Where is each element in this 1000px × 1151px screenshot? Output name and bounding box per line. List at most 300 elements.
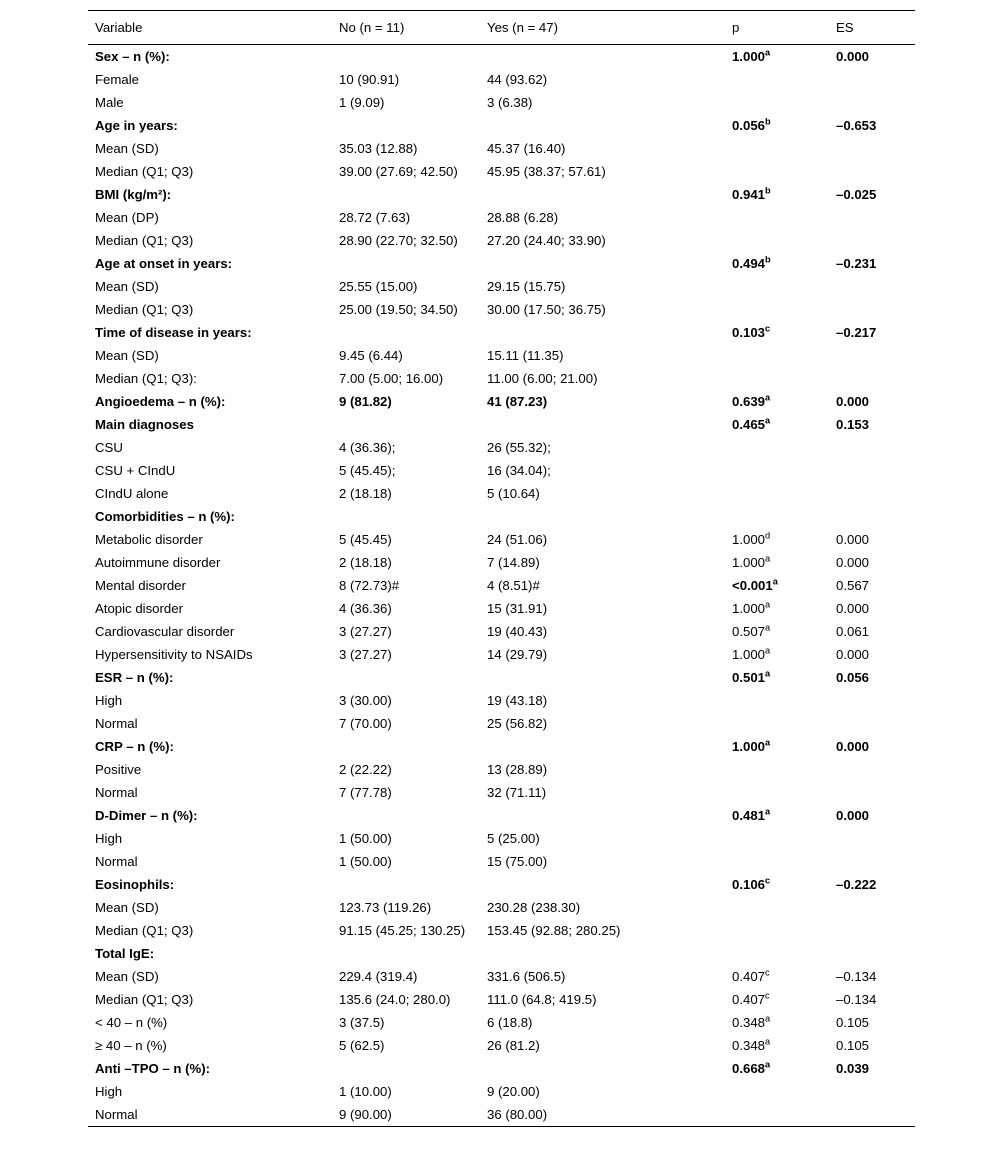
table-row (88, 1080, 915, 1103)
cell-no: 135.6 (24.0; 280.0) (339, 991, 451, 1007)
cell-variable: Mean (SD) (95, 347, 159, 363)
table-row (88, 1057, 915, 1080)
cell-effect-size: 0.105 (836, 1014, 870, 1030)
cell-p-value (725, 1080, 829, 1103)
cell-variable: Metabolic disorder (95, 531, 203, 547)
cell-no: 28.90 (22.70; 32.50) (339, 232, 458, 248)
table-row (88, 344, 915, 367)
table-row (88, 482, 915, 505)
cell-yes: 230.28 (238.30) (487, 899, 581, 915)
cell-variable: CSU + CIndU (95, 462, 176, 478)
cell-variable: Mean (SD) (95, 278, 159, 294)
cell-yes: 36 (80.00) (487, 1106, 548, 1122)
cell-variable: Median (Q1; Q3) (95, 232, 194, 248)
cell-effect-size (829, 367, 915, 390)
cell-no (332, 735, 480, 758)
p-value-footnote-marker: a (765, 806, 771, 817)
cell-no: 123.73 (119.26) (339, 899, 432, 915)
table-row (88, 942, 915, 965)
cell-effect-size: 0.000 (836, 738, 870, 754)
column-header-no-label: No (n = 11) (339, 19, 405, 35)
cell-yes: 7 (14.89) (487, 554, 540, 570)
table-row (88, 758, 915, 781)
cell-p-value: 0.941$^b$ (732, 185, 771, 202)
cell-yes (480, 735, 725, 758)
cell-effect-size (829, 160, 915, 183)
cell-effect-size (829, 505, 915, 528)
cell-p-value (725, 896, 829, 919)
table-row (88, 620, 915, 643)
p-value-footnote-marker: c (765, 875, 771, 886)
cell-effect-size (829, 298, 915, 321)
table-row (88, 321, 915, 344)
cell-variable: Mean (SD) (95, 899, 159, 915)
cell-effect-size: 0.000 (836, 600, 870, 616)
cell-effect-size (829, 942, 915, 965)
p-value-footnote-marker: a (765, 1036, 771, 1047)
cell-no: 3 (27.27) (339, 646, 392, 662)
cell-effect-size (829, 689, 915, 712)
table-row (88, 574, 915, 597)
cell-effect-size: –0.025 (836, 186, 877, 202)
p-value-footnote-marker: c (765, 323, 771, 334)
cell-no: 91.15 (45.25; 130.25) (339, 922, 466, 938)
cell-p-value (725, 68, 829, 91)
table-row (88, 298, 915, 321)
cell-no: 7 (77.78) (339, 784, 392, 800)
cell-p-value: 0.481$^a$ (732, 806, 771, 823)
cell-effect-size: 0.000 (836, 554, 870, 570)
p-value-footnote-marker: d (765, 530, 771, 541)
cell-variable: Autoimmune disorder (95, 554, 221, 570)
cell-yes: 45.37 (16.40) (487, 140, 566, 156)
cell-yes: 5 (10.64) (487, 485, 540, 501)
cell-no (332, 45, 480, 69)
cell-p-value: 0.348$^a$ (732, 1013, 771, 1030)
cell-p-value (725, 942, 829, 965)
cell-no (332, 183, 480, 206)
cell-no: 9.45 (6.44) (339, 347, 403, 363)
cell-variable: D-Dimer – n (%): (95, 807, 198, 823)
cell-no: 5 (45.45); (339, 462, 396, 478)
cell-effect-size: 0.000 (836, 807, 870, 823)
cell-no: 9 (90.00) (339, 1106, 392, 1122)
cell-variable: Age in years: (95, 117, 178, 133)
cell-effect-size: 0.000 (836, 531, 870, 547)
table-row (88, 436, 915, 459)
cell-p-value (725, 919, 829, 942)
cell-variable: High (95, 1083, 123, 1099)
table-row (88, 1103, 915, 1126)
cell-no (332, 252, 480, 275)
cell-variable: Positive (95, 761, 142, 777)
column-header-p (725, 11, 829, 45)
cell-effect-size: –0.217 (836, 324, 877, 340)
cell-yes: 25 (56.82) (487, 715, 548, 731)
cell-effect-size: 0.061 (836, 623, 870, 639)
table-body (88, 45, 915, 1127)
cell-no: 3 (27.27) (339, 623, 392, 639)
cell-p-value (725, 436, 829, 459)
cell-no: 2 (18.18) (339, 485, 392, 501)
cell-no: 7 (70.00) (339, 715, 392, 731)
table-bottom-rule (88, 1126, 915, 1127)
p-value-footnote-marker: a (765, 392, 771, 403)
cell-variable: Mean (SD) (95, 140, 159, 156)
table-row (88, 505, 915, 528)
cell-yes: 11.00 (6.00; 21.00) (487, 370, 598, 386)
cell-effect-size: –0.134 (836, 968, 877, 984)
p-value-footnote-marker: a (765, 553, 771, 564)
cell-effect-size (829, 1080, 915, 1103)
cell-yes: 27.20 (24.40; 33.90) (487, 232, 606, 248)
cell-variable: Hypersensitivity to NSAIDs (95, 646, 253, 662)
cell-p-value: 1.000$^d$ (732, 530, 771, 547)
cell-no (332, 321, 480, 344)
cell-effect-size: –0.231 (836, 255, 877, 271)
cell-variable: Cardiovascular disorder (95, 623, 235, 639)
cell-p-value: 0.407$^c$ (732, 990, 770, 1007)
p-value-footnote-marker: b (765, 185, 771, 196)
cell-yes: 32 (71.11) (487, 784, 547, 800)
cell-variable: Angioedema – n (%): (95, 393, 226, 409)
cell-yes: 45.95 (38.37; 57.61) (487, 163, 606, 179)
cell-no: 7.00 (5.00; 16.00) (339, 370, 444, 386)
cell-no: 10 (90.91) (339, 71, 400, 87)
cell-no: 25.00 (19.50; 34.50) (339, 301, 458, 317)
cell-yes (480, 505, 725, 528)
cell-variable: Male (95, 94, 124, 110)
cell-variable: CSU (95, 439, 123, 455)
p-value-footnote-marker: a (765, 599, 771, 610)
cell-p-value: 0.639$^a$ (732, 392, 771, 409)
column-header-p-label: p (732, 19, 740, 35)
table-row (88, 252, 915, 275)
table-row (88, 413, 915, 436)
cell-p-value (725, 689, 829, 712)
cell-p-value: 0.103$^c$ (732, 323, 771, 340)
p-value-footnote-marker: a (765, 737, 771, 748)
p-value-footnote-marker: a (765, 47, 771, 58)
cell-variable: Normal (95, 1106, 138, 1122)
cell-variable: Anti –TPO – n (%): (95, 1060, 211, 1076)
cell-p-value: 0.056$^b$ (732, 116, 771, 133)
cell-p-value (725, 482, 829, 505)
p-value-footnote-marker: a (765, 1013, 771, 1024)
cell-yes: 41 (87.23) (487, 393, 548, 409)
cell-effect-size (829, 850, 915, 873)
cell-effect-size: 0.039 (836, 1060, 870, 1076)
table-row (88, 965, 915, 988)
cell-effect-size (829, 896, 915, 919)
cell-variable: Normal (95, 715, 138, 731)
cell-no: 25.55 (15.00) (339, 278, 418, 294)
cell-no (332, 1057, 480, 1080)
cell-yes: 26 (55.32); (487, 439, 551, 455)
cell-no: 1 (10.00) (339, 1083, 392, 1099)
cell-p-value: 0.507$^a$ (732, 622, 771, 639)
cell-variable: CRP – n (%): (95, 738, 174, 754)
cell-yes (480, 45, 725, 69)
cell-variable: Age at onset in years: (95, 255, 233, 271)
cell-variable: Median (Q1; Q3) (95, 301, 194, 317)
p-value-footnote-marker: a (765, 1059, 771, 1070)
table-row (88, 275, 915, 298)
cell-p-value: 1.000$^a$ (732, 47, 771, 64)
cell-effect-size: 0.000 (836, 393, 870, 409)
cell-p-value (725, 298, 829, 321)
cell-yes: 16 (34.04); (487, 462, 551, 478)
table-row (88, 160, 915, 183)
cell-effect-size (829, 137, 915, 160)
cell-no: 9 (81.82) (339, 393, 392, 409)
column-header-yes (480, 11, 725, 45)
cell-yes: 111.0 (64.8; 419.5) (487, 991, 597, 1007)
cell-yes (480, 873, 725, 896)
cell-yes (480, 183, 725, 206)
cell-yes: 13 (28.89) (487, 761, 548, 777)
cell-variable: Total IgE: (95, 945, 155, 961)
p-value-footnote-marker: a (765, 645, 771, 656)
column-header-variable-label: Variable (95, 19, 143, 35)
cell-no: 8 (72.73)# (339, 577, 400, 593)
cell-yes: 28.88 (6.28) (487, 209, 559, 225)
cell-no (332, 505, 480, 528)
cell-yes: 3 (6.38) (487, 94, 533, 110)
table-row (88, 459, 915, 482)
cell-p-value: 0.668$^a$ (732, 1059, 771, 1076)
cell-p-value: 0.407$^c$ (732, 967, 770, 984)
cell-p-value: 1.000$^a$ (732, 737, 771, 754)
cell-yes: 5 (25.00) (487, 830, 540, 846)
cell-no: 35.03 (12.88) (339, 140, 418, 156)
statistics-table (88, 10, 915, 1126)
table-row (88, 712, 915, 735)
table-header-row (88, 11, 915, 45)
cell-no: 2 (22.22) (339, 761, 392, 777)
cell-p-value: 0.348$^a$ (732, 1036, 771, 1053)
cell-effect-size: 0.056 (836, 669, 870, 685)
cell-no: 1 (50.00) (339, 853, 392, 869)
table-row (88, 781, 915, 804)
cell-p-value (725, 137, 829, 160)
table-row (88, 528, 915, 551)
cell-p-value: 0.106$^c$ (732, 875, 771, 892)
cell-yes (480, 942, 725, 965)
cell-variable: Median (Q1; Q3): (95, 370, 197, 386)
cell-variable: Mean (SD) (95, 968, 159, 984)
cell-effect-size: –0.134 (836, 991, 877, 1007)
table-row (88, 689, 915, 712)
cell-no (332, 942, 480, 965)
cell-yes: 14 (29.79) (487, 646, 548, 662)
table-row (88, 735, 915, 758)
table-row (88, 229, 915, 252)
table-row (88, 114, 915, 137)
p-value-footnote-marker: c (765, 967, 770, 978)
table-row (88, 988, 915, 1011)
cell-p-value (725, 781, 829, 804)
cell-yes (480, 413, 725, 436)
cell-p-value (725, 160, 829, 183)
cell-p-value: 0.501$^a$ (732, 668, 771, 685)
cell-no (332, 413, 480, 436)
table-row (88, 68, 915, 91)
p-value-footnote-marker: a (765, 415, 771, 426)
table-row (88, 367, 915, 390)
cell-yes: 44 (93.62) (487, 71, 548, 87)
cell-effect-size: 0.000 (836, 646, 870, 662)
cell-yes: 30.00 (17.50; 36.75) (487, 301, 606, 317)
cell-no: 3 (30.00) (339, 692, 392, 708)
cell-yes (480, 252, 725, 275)
cell-variable: Eosinophils: (95, 876, 175, 892)
cell-no: 229.4 (319.4) (339, 968, 418, 984)
cell-yes (480, 666, 725, 689)
cell-variable: < 40 – n (%) (95, 1014, 168, 1030)
cell-yes (480, 321, 725, 344)
cell-no: 4 (36.36) (339, 600, 392, 616)
cell-effect-size (829, 827, 915, 850)
cell-effect-size (829, 68, 915, 91)
table-row (88, 643, 915, 666)
cell-effect-size (829, 344, 915, 367)
cell-p-value (725, 206, 829, 229)
cell-variable: Mean (DP) (95, 209, 159, 225)
cell-p-value (725, 827, 829, 850)
table-row (88, 827, 915, 850)
column-header-es-label: ES (836, 19, 854, 35)
cell-yes: 4 (8.51)# (487, 577, 540, 593)
cell-yes: 6 (18.8) (487, 1014, 533, 1030)
table-row (88, 919, 915, 942)
table-row (88, 666, 915, 689)
table-row (88, 850, 915, 873)
cell-no (332, 804, 480, 827)
cell-yes: 153.45 (92.88; 280.25) (487, 922, 621, 938)
table-row (88, 206, 915, 229)
table-row (88, 873, 915, 896)
cell-no: 2 (18.18) (339, 554, 392, 570)
cell-p-value (725, 275, 829, 298)
cell-variable: ≥ 40 – n (%) (95, 1037, 167, 1053)
p-value-footnote-marker: c (765, 990, 770, 1001)
cell-variable: Main diagnoses (95, 416, 194, 432)
column-header-no (332, 11, 480, 45)
cell-no: 5 (62.5) (339, 1037, 385, 1053)
cell-no (332, 873, 480, 896)
cell-variable: Sex – n (%): (95, 48, 170, 64)
cell-yes: 19 (40.43) (487, 623, 548, 639)
column-header-yes-label: Yes (n = 47) (487, 19, 558, 35)
p-value-footnote-marker: a (765, 622, 771, 633)
cell-variable: BMI (kg/m²): (95, 186, 172, 202)
table-row (88, 804, 915, 827)
cell-p-value (725, 712, 829, 735)
table-row (88, 390, 915, 413)
cell-p-value: 0.494$^b$ (732, 254, 771, 271)
table-row (88, 183, 915, 206)
cell-variable: Normal (95, 784, 138, 800)
cell-variable: Mental disorder (95, 577, 186, 593)
cell-variable: Female (95, 71, 139, 87)
cell-effect-size (829, 91, 915, 114)
cell-effect-size (829, 229, 915, 252)
cell-no: 1 (50.00) (339, 830, 392, 846)
table-row (88, 1011, 915, 1034)
cell-effect-size (829, 275, 915, 298)
cell-p-value (725, 344, 829, 367)
cell-p-value: <0.001$^a$ (732, 576, 778, 593)
table-row (88, 45, 915, 69)
cell-yes: 15 (31.91) (487, 600, 548, 616)
cell-effect-size: 0.567 (836, 577, 870, 593)
cell-yes: 24 (51.06) (487, 531, 548, 547)
cell-no (332, 666, 480, 689)
column-header-es (829, 11, 915, 45)
table-header (88, 11, 915, 45)
cell-yes: 26 (81.2) (487, 1037, 540, 1053)
cell-effect-size: –0.222 (836, 876, 877, 892)
cell-variable: Atopic disorder (95, 600, 183, 616)
table-row (88, 551, 915, 574)
cell-variable: High (95, 692, 123, 708)
cell-variable: Median (Q1; Q3) (95, 991, 194, 1007)
column-header-variable (88, 11, 332, 45)
cell-p-value (725, 367, 829, 390)
cell-yes (480, 114, 725, 137)
cell-yes (480, 804, 725, 827)
cell-effect-size: 0.000 (836, 48, 870, 64)
cell-yes: 15.11 (11.35) (487, 347, 564, 363)
cell-p-value: 0.465$^a$ (732, 415, 771, 432)
table-row (88, 597, 915, 620)
cell-variable: Time of disease in years: (95, 324, 252, 340)
cell-effect-size (829, 206, 915, 229)
cell-effect-size (829, 482, 915, 505)
cell-effect-size: 0.105 (836, 1037, 870, 1053)
cell-p-value (725, 459, 829, 482)
cell-yes: 29.15 (15.75) (487, 278, 566, 294)
p-value-footnote-marker: b (765, 116, 771, 127)
cell-variable: Median (Q1; Q3) (95, 922, 194, 938)
cell-p-value: 1.000$^a$ (732, 553, 771, 570)
cell-no: 28.72 (7.63) (339, 209, 411, 225)
cell-variable: CIndU alone (95, 485, 169, 501)
cell-p-value (725, 758, 829, 781)
cell-variable: Comorbidities – n (%): (95, 508, 235, 524)
statistics-table-container (88, 10, 915, 1127)
cell-p-value: 1.000$^a$ (732, 599, 771, 616)
cell-variable: Median (Q1; Q3) (95, 163, 194, 179)
cell-yes (480, 1057, 725, 1080)
cell-effect-size (829, 459, 915, 482)
table-row (88, 137, 915, 160)
table-row (88, 91, 915, 114)
cell-variable: Normal (95, 853, 138, 869)
cell-no (332, 114, 480, 137)
cell-p-value (725, 91, 829, 114)
cell-variable: High (95, 830, 123, 846)
cell-effect-size: –0.653 (836, 117, 877, 133)
cell-effect-size (829, 758, 915, 781)
cell-effect-size (829, 781, 915, 804)
cell-no: 1 (9.09) (339, 94, 385, 110)
cell-no: 39.00 (27.69; 42.50) (339, 163, 458, 179)
cell-effect-size: 0.153 (836, 416, 870, 432)
cell-p-value (725, 229, 829, 252)
cell-no: 5 (45.45) (339, 531, 392, 547)
